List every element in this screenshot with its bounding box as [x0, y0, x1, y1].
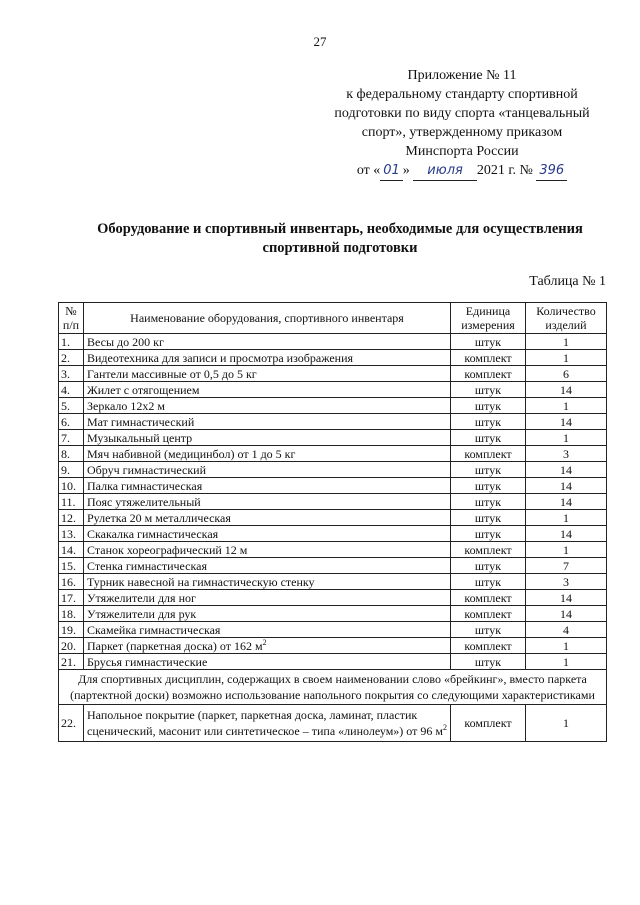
- handwritten-month: июля: [413, 161, 477, 181]
- row-unit: штук: [451, 622, 526, 638]
- row-num: 13.: [59, 526, 84, 542]
- table-row: [59, 542, 607, 558]
- table-row: [59, 462, 607, 478]
- title-line-1: Оборудование и спортивный инвентарь, необходимые для осуществления: [97, 221, 583, 237]
- row-name: Палка гимнастическая: [84, 478, 451, 494]
- row-name: Музыкальный центр: [84, 430, 451, 446]
- row-qty: 1: [526, 398, 607, 414]
- table-note: Для спортивных дисциплин, содержащих в своем наименовании слово «брейкинг», вместо паркета (партектной доски) возможно использование напольного покрытия со следующими характеристиками: [59, 670, 607, 705]
- table-row: [59, 366, 607, 382]
- header-qty: Количество изделий: [526, 303, 607, 334]
- row-qty: 3: [526, 574, 607, 590]
- row-qty: 14: [526, 382, 607, 398]
- table-row: [59, 414, 607, 430]
- table-row: [59, 622, 607, 638]
- table-header-row: [59, 303, 607, 334]
- row-unit: штук: [451, 398, 526, 414]
- row-unit: комплект: [451, 638, 526, 654]
- row-qty: 6: [526, 366, 607, 382]
- table-row: [59, 382, 607, 398]
- row-unit: штук: [451, 334, 526, 350]
- table-row: [59, 606, 607, 622]
- row-unit: штук: [451, 654, 526, 670]
- row-name: Турник навесной на гимнастическую стенку: [84, 574, 451, 590]
- row-unit: комплект: [451, 350, 526, 366]
- table-row: [59, 638, 607, 654]
- row-qty: 7: [526, 558, 607, 574]
- row-unit: штук: [451, 414, 526, 430]
- row-num: 11.: [59, 494, 84, 510]
- table-row: [59, 430, 607, 446]
- row-num: 21.: [59, 654, 84, 670]
- appendix-block: [312, 66, 612, 181]
- row-name: Пояс утяжелительный: [84, 494, 451, 510]
- row-num: 22.: [59, 705, 84, 742]
- appendix-line-3: подготовки по виду спорта «танцевальный: [334, 106, 590, 121]
- handwritten-day: 01: [380, 161, 403, 181]
- table-row: [59, 526, 607, 542]
- row-qty: 14: [526, 494, 607, 510]
- row-unit: комплект: [451, 590, 526, 606]
- row-qty: 14: [526, 606, 607, 622]
- handwritten-order-number: 396: [536, 161, 567, 181]
- row-num: 1.: [59, 334, 84, 350]
- table-row: [59, 494, 607, 510]
- row-num: 2.: [59, 350, 84, 366]
- row-unit: комплект: [451, 542, 526, 558]
- row-unit: штук: [451, 478, 526, 494]
- table-row: [59, 446, 607, 462]
- row-name: Скакалка гимнастическая: [84, 526, 451, 542]
- table-row: [59, 334, 607, 350]
- row-num: 14.: [59, 542, 84, 558]
- row-num: 12.: [59, 510, 84, 526]
- row-num: 16.: [59, 574, 84, 590]
- row-qty: 1: [526, 654, 607, 670]
- appendix-line-1: Приложение № 11: [407, 68, 517, 83]
- row-name: Мяч набивной (медицинбол) от 1 до 5 кг: [84, 446, 451, 462]
- header-unit: Единица измерения: [451, 303, 526, 334]
- year-text: 2021 г. №: [476, 163, 533, 178]
- appendix-line-4: спорт», утвержденному приказом: [361, 125, 563, 140]
- row-name: Жилет с отягощением: [84, 382, 451, 398]
- row-qty: 1: [526, 334, 607, 350]
- row-name: Мат гимнастический: [84, 414, 451, 430]
- row-name: Напольное покрытие (паркет, паркетная доска, ламинат, пластик сценический, масонит или синтетическое – типа «линолеум») от 96 $м^2$: [84, 705, 451, 742]
- row-num: 9.: [59, 462, 84, 478]
- row-unit: штук: [451, 382, 526, 398]
- table-label: Таблица № 1: [529, 274, 606, 289]
- table-row: [59, 590, 607, 606]
- date-prefix: от «: [356, 163, 381, 178]
- row-unit: штук: [451, 462, 526, 478]
- row-unit: штук: [451, 558, 526, 574]
- row-num: 3.: [59, 366, 84, 382]
- row-qty: 3: [526, 446, 607, 462]
- row-qty: 14: [526, 478, 607, 494]
- row-name: Зеркало 12х2 м: [84, 398, 451, 414]
- table-row: [59, 574, 607, 590]
- row-name: Весы до 200 кг: [84, 334, 451, 350]
- row-qty: 1: [526, 542, 607, 558]
- row-qty: 14: [526, 526, 607, 542]
- table-row: [59, 558, 607, 574]
- table-row: [59, 478, 607, 494]
- row-num: 5.: [59, 398, 84, 414]
- row-num: 19.: [59, 622, 84, 638]
- appendix-line-2: к федеральному стандарту спортивной: [346, 87, 578, 102]
- row-unit: штук: [451, 430, 526, 446]
- row-name: Станок хореографический 12 м: [84, 542, 451, 558]
- row-unit: комплект: [451, 366, 526, 382]
- row-qty: 1: [526, 705, 607, 742]
- header-num: № п/п: [59, 303, 84, 334]
- equipment-table: [58, 302, 607, 742]
- table-row: [59, 705, 607, 742]
- table-note-row: [59, 670, 607, 705]
- row-name: Обруч гимнастический: [84, 462, 451, 478]
- row-unit: штук: [451, 494, 526, 510]
- row-unit: комплект: [451, 606, 526, 622]
- row-unit: комплект: [451, 705, 526, 742]
- date-mid: »: [402, 163, 410, 178]
- row-num: 10.: [59, 478, 84, 494]
- table-row: [59, 350, 607, 366]
- row-name: Рулетка 20 м металлическая: [84, 510, 451, 526]
- row-num: 20.: [59, 638, 84, 654]
- table-row: [59, 654, 607, 670]
- row-num: 17.: [59, 590, 84, 606]
- order-date-line: [312, 161, 612, 181]
- row-qty: 14: [526, 414, 607, 430]
- row-unit: комплект: [451, 446, 526, 462]
- appendix-line-5: Минспорта России: [405, 144, 519, 159]
- title-line-2: спортивной подготовки: [262, 240, 418, 256]
- row-num: 7.: [59, 430, 84, 446]
- row-name: Утяжелители для ног: [84, 590, 451, 606]
- row-num: 4.: [59, 382, 84, 398]
- row-name: Стенка гимнастическая: [84, 558, 451, 574]
- table-row: [59, 510, 607, 526]
- header-name: Наименование оборудования, спортивного инвентаря: [84, 303, 451, 334]
- document-title: [40, 220, 640, 258]
- row-qty: 1: [526, 638, 607, 654]
- row-unit: штук: [451, 574, 526, 590]
- row-name: Брусья гимнастические: [84, 654, 451, 670]
- row-num: 18.: [59, 606, 84, 622]
- row-name: Скамейка гимнастическая: [84, 622, 451, 638]
- row-name: Гантели массивные от 0,5 до 5 кг: [84, 366, 451, 382]
- page-number: 27: [313, 34, 327, 49]
- row-name: Паркет (паркетная доска) от 162 $м^2$: [84, 638, 451, 654]
- row-num: 6.: [59, 414, 84, 430]
- row-qty: 14: [526, 462, 607, 478]
- table-row: [59, 398, 607, 414]
- row-qty: 4: [526, 622, 607, 638]
- row-qty: 14: [526, 590, 607, 606]
- row-qty: 1: [526, 510, 607, 526]
- row-qty: 1: [526, 430, 607, 446]
- row-name: Видеотехника для записи и просмотра изображения: [84, 350, 451, 366]
- row-num: 8.: [59, 446, 84, 462]
- row-unit: штук: [451, 526, 526, 542]
- row-unit: штук: [451, 510, 526, 526]
- row-num: 15.: [59, 558, 84, 574]
- row-qty: 1: [526, 350, 607, 366]
- row-name: Утяжелители для рук: [84, 606, 451, 622]
